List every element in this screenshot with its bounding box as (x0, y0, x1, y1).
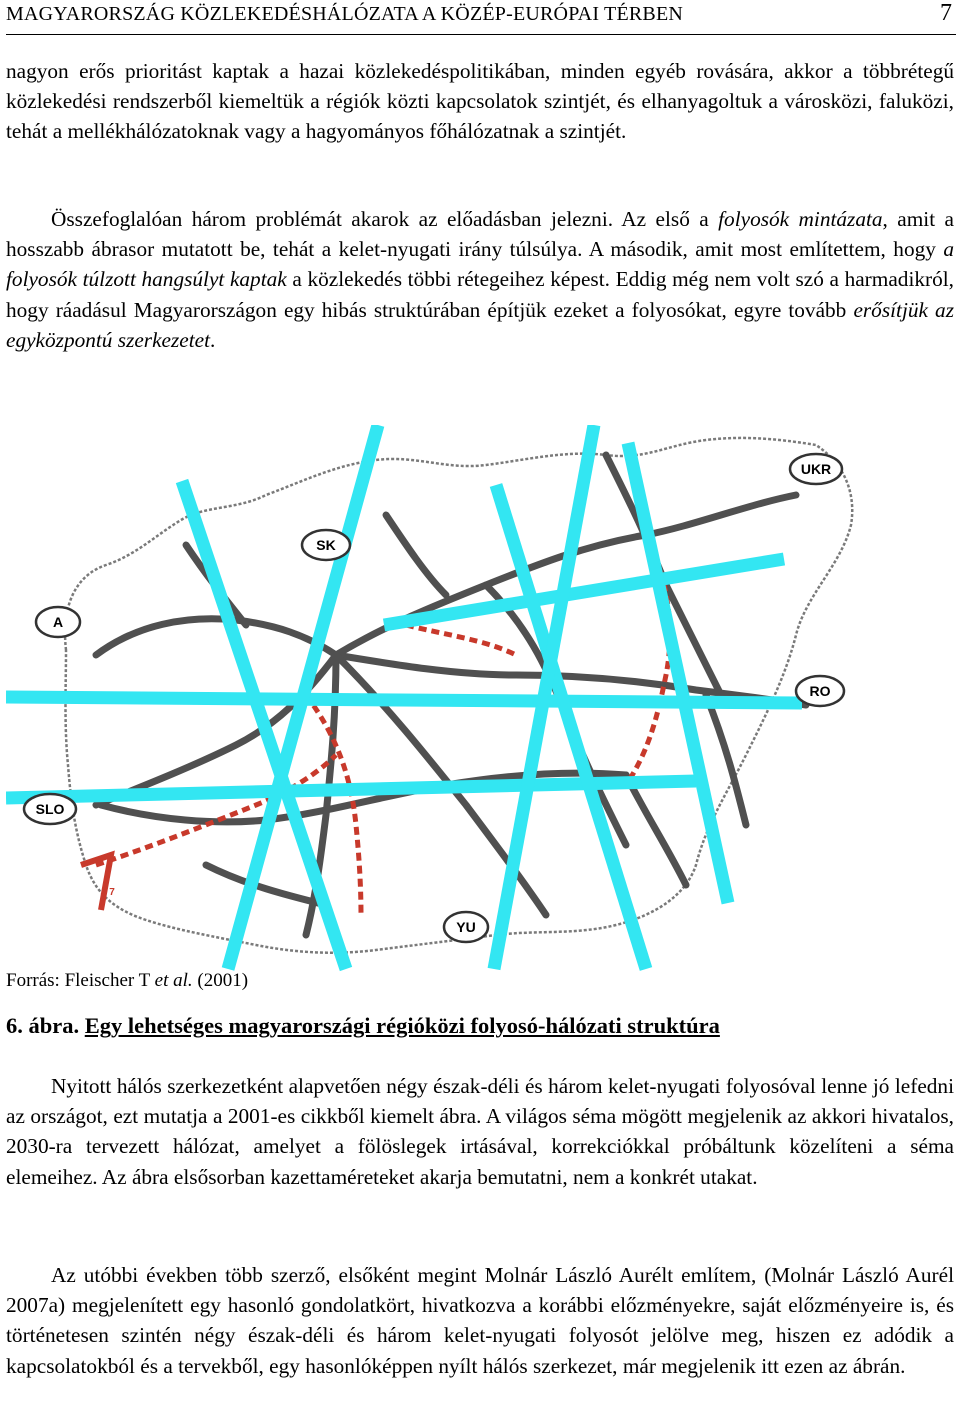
paragraph-1: nagyon erős prioritást kaptak a hazai közlekedéspolitikában, minden egyéb rovására, akkor a többrétegű közlekedési rendszerből kiemeltük a régiók közti kapcsolatok szintjét, és elhanyagoltuk a városközi, faluközi, tehát a mellékhálózatoknak vagy a hagyományos főhálózatnak a szintjét. (6, 59, 954, 144)
label-a: A (52, 614, 64, 630)
label-sk: SK (316, 537, 336, 553)
running-title: MAGYARORSZÁG KÖZLEKEDÉSHÁLÓZATA A KÖZÉP-EURÓPAI TÉRBEN (6, 3, 684, 25)
corridor-map-figure (6, 425, 872, 975)
planned-route-mid (406, 625, 516, 655)
label-hr: 7 (109, 887, 115, 898)
label-slo: SLO (35, 801, 65, 817)
figure-source: Forrás: Fleischer T et al. (2001) (6, 970, 249, 991)
paragraph-4: Az utóbbi években több szerző, elsőként megint Molnár László Aurélt említem, (Molnár László Aurél 2007a) megjelenített egy hasonló gondolatkört, hivatkozva a korábbi előzményekre, saját előzményeire is, és történetesen szintén négy észak-déli és három kelet-nyugati folyosót jelölve meg, hiszen ez adódik a kapcsolatokból és a tervekből, egy hasonlóképpen nyílt hálós szerkezet, már megjelenik itt ezen az ábrán. (6, 1263, 954, 1378)
emphasis-corridor-pattern: folyosók mintázata (718, 207, 883, 231)
page-header (6, 0, 956, 35)
road-branch-5 (386, 515, 446, 595)
caption-text: Egy lehetséges magyarországi régióközi folyosó-hálózati struktúra (84, 1013, 720, 1038)
road-branch-4 (626, 775, 686, 885)
paragraph-2: Összefoglalóan három problémát akarok az előadásban jelezni. Az első a folyosók mintázata, amit a hosszabb ábrasor mutatott be, tehát a kelet-nyugati irány túlsúlya. A második, amit most említettem, hogy a folyosók túlzott hangsúlyt kaptak a közlekedés többi rétegeihez képest. Eddig még nem volt szó a harmadikról, hogy ráadásul Magyarországon egy hibás struktúrában építjük ezeket a folyosókat, egyre tovább erősítjük az egyközpontú szerkezetet. (6, 207, 955, 352)
page-number: 7 (940, 0, 952, 26)
emphasis-monocentric: erősítjük az egyközpontú szerkezetet (6, 297, 954, 352)
emphasis-overemphasis: a folyosók túlzott hangsúlyt kaptak (6, 237, 954, 292)
label-ukr: UKR (800, 461, 832, 477)
road-m1 (96, 619, 336, 655)
label-ro: RO (809, 683, 831, 699)
corridor-map (6, 425, 872, 975)
label-yu: YU (456, 919, 476, 935)
paragraph-3: Nyitott hálós szerkezetként alapvetően négy észak-déli és három kelet-nyugati folyosóval lenne jó lefedni az országot, ezt mutatja a 2001-es cikkből kiemelt ábra. A világos séma mögött megjelenik az akkori hivatalos, 2030-ra tervezett hálózat, amelyet a fölöslegek irtásával, korrekciókkal próbáltunk közelíteni a séma elemeihez. Az ábra elsősorban kazettaméreteket akarja bemutatni, nem a konkrét utakat. (6, 1074, 954, 1189)
caption-label: 6. ábra. (6, 1013, 80, 1038)
figure-caption (6, 1013, 720, 1039)
